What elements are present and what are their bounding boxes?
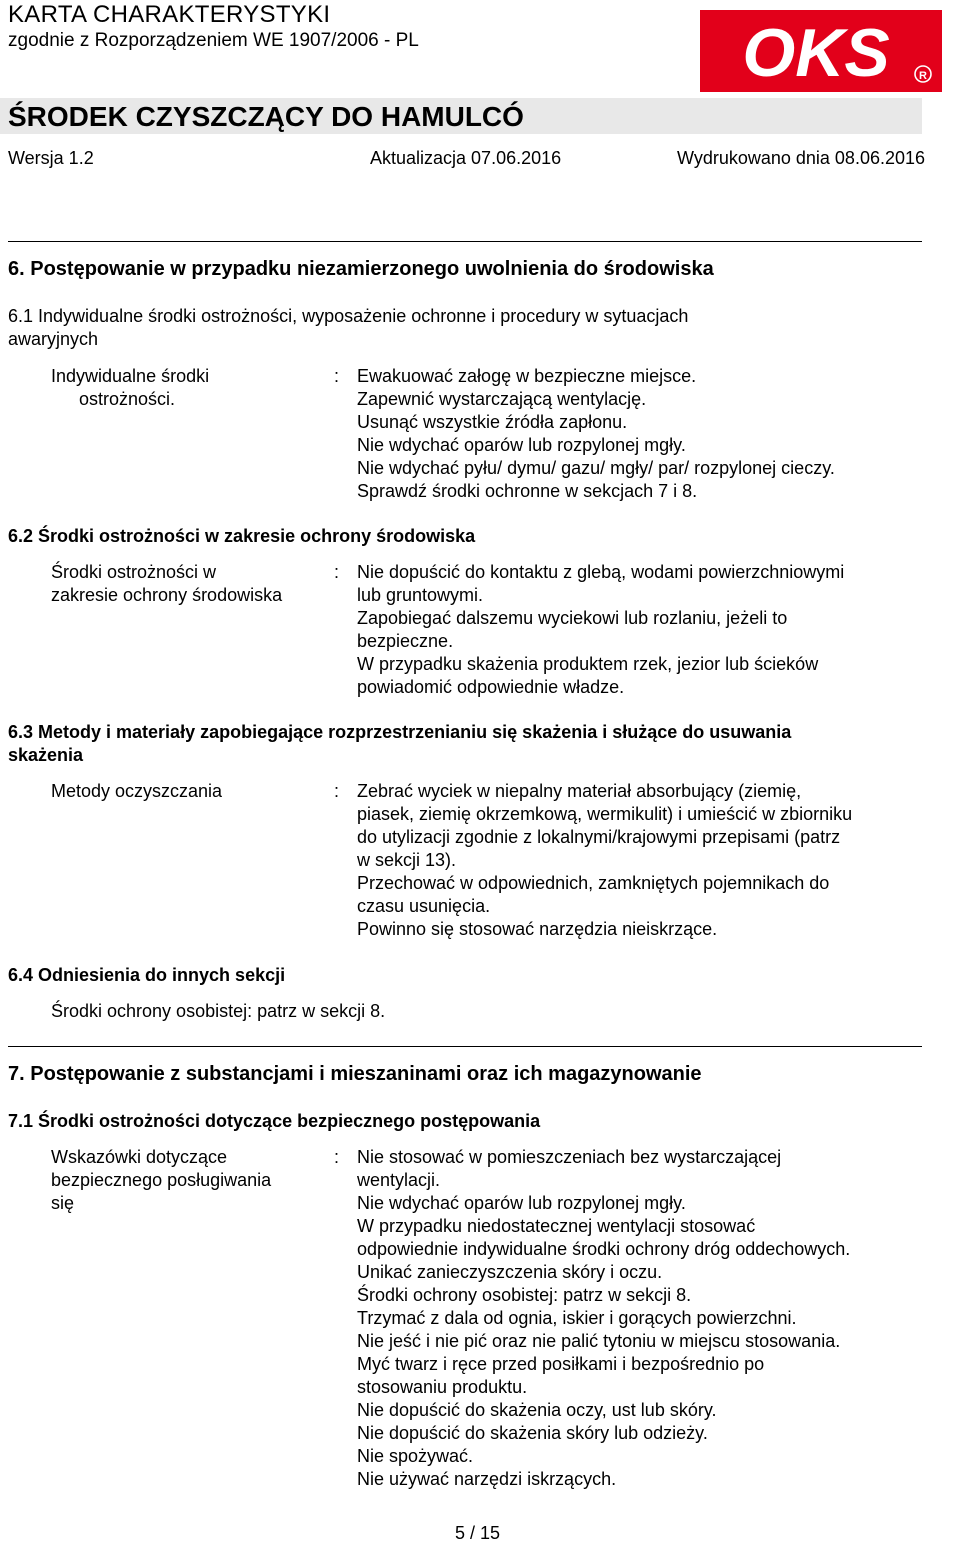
cross-reference-text: Środki ochrony osobistej: patrz w sekcji 8. <box>51 1001 386 1021</box>
logo-text: OKS <box>742 15 890 91</box>
field-value-personal-precautions <box>357 365 917 503</box>
oks-logo <box>700 10 942 92</box>
value-line: Unikać zanieczyszczenia skóry i oczu. <box>357 1262 663 1282</box>
value-line: lub gruntowymi. <box>357 585 484 605</box>
regulation-subtitle: zgodnie z Rozporządzeniem WE 1907/2006 - PL <box>8 30 419 51</box>
section-6-title: 6. Postępowanie w przypadku niezamierzonego uwolnienia do środowiska <box>8 258 714 280</box>
value-line: powiadomić odpowiednie władze. <box>357 677 625 697</box>
value-line: Nie jeść i nie pić oraz nie palić tytoniu w miejscu stosowania. <box>357 1331 841 1351</box>
field-colon: : <box>334 781 340 801</box>
value-line: Powinno się stosować narzędzia nieiskrzące. <box>357 919 718 939</box>
value-line: Myć twarz i ręce przed posiłkami i bezpośrednio po <box>357 1354 765 1374</box>
subsection-7-1-title: 7.1 Środki ostrożności dotyczące bezpiecznego postępowania <box>8 1111 541 1131</box>
product-name: ŚRODEK CZYSZCZĄCY DO HAMULCÓ <box>8 101 524 132</box>
section-divider <box>8 241 922 242</box>
section-7-title: 7. Postępowanie z substancjami i mieszaninami oraz ich magazynowanie <box>8 1063 702 1085</box>
value-line: W przypadku skażenia produktem rzek, jezior lub ścieków <box>357 654 819 674</box>
value-line: do utylizacji zgodnie z lokalnymi/krajowymi przepisami (patrz <box>357 827 841 847</box>
field-label-cleanup-methods: Metody oczyszczania <box>51 781 223 801</box>
field-label-environmental-precautions: Środki ostrożności w zakresie ochrony środowiska <box>51 562 283 605</box>
subsection-6-2-title: 6.2 Środki ostrożności w zakresie ochrony środowiska <box>8 526 476 546</box>
value-line: Środki ochrony osobistej: patrz w sekcji 8. <box>357 1285 692 1305</box>
value-line: bezpieczne. <box>357 631 454 651</box>
value-line: wentylacji. <box>357 1170 441 1190</box>
field-value-environmental-precautions <box>357 561 917 699</box>
value-line: Usunąć wszystkie źródła zapłonu. <box>357 412 628 432</box>
value-line: czasu usunięcia. <box>357 896 491 916</box>
subsection-6-1-title: 6.1 Indywidualne środki ostrożności, wyposażenie ochronne i procedury w sytuacjach awaryjnych <box>8 306 689 349</box>
subsection-6-4-title: 6.4 Odniesienia do innych sekcji <box>8 965 286 985</box>
value-line: Nie wdychać oparów lub rozpylonej mgły. <box>357 435 686 455</box>
value-line: Zebrać wyciek w niepalny materiał absorbujący (ziemię, <box>357 781 802 801</box>
value-line: Nie stosować w pomieszczeniach bez wystarczającej <box>357 1147 782 1167</box>
update-date: Aktualizacja 07.06.2016 <box>370 148 562 168</box>
value-line: Przechować w odpowiednich, zamkniętych pojemnikach do <box>357 873 830 893</box>
field-value-cleanup-methods <box>357 780 917 941</box>
value-line: Nie dopuścić do skażenia oczy, ust lub skóry. <box>357 1400 717 1420</box>
value-line: W przypadku niedostatecznej wentylacji stosować <box>357 1216 756 1236</box>
value-line: w sekcji 13). <box>357 850 457 870</box>
version-label: Wersja 1.2 <box>8 148 94 168</box>
document-title: KARTA CHARAKTERYSTYKI <box>8 1 331 28</box>
value-line: piasek, ziemię okrzemkową, wermikulit) i umieścić w zbiorniku <box>357 804 853 824</box>
value-line: Nie wdychać oparów lub rozpylonej mgły. <box>357 1193 686 1213</box>
value-line: Nie dopuścić do skażenia skóry lub odzieży. <box>357 1423 708 1443</box>
value-line: Sprawdź środki ochronne w sekcjach 7 i 8. <box>357 481 698 501</box>
field-label-personal-precautions: Indywidualne środki ostrożności. <box>51 366 210 409</box>
value-line: odpowiednie indywidualne środki ochrony dróg oddechowych. <box>357 1239 851 1259</box>
field-colon: : <box>334 366 340 386</box>
field-value-safe-handling <box>357 1146 917 1491</box>
field-colon: : <box>334 562 340 582</box>
value-line: stosowaniu produktu. <box>357 1377 528 1397</box>
value-line: Nie używać narzędzi iskrzących. <box>357 1469 617 1489</box>
section-divider <box>8 1046 922 1047</box>
value-line: Nie dopuścić do kontaktu z glebą, wodami powierzchniowymi <box>357 562 845 582</box>
value-line: Nie spożywać. <box>357 1446 474 1466</box>
field-colon: : <box>334 1147 340 1167</box>
value-line: Zapewnić wystarczającą wentylację. <box>357 389 647 409</box>
print-date: Wydrukowano dnia 08.06.2016 <box>677 148 926 168</box>
page-number: 5 / 15 <box>455 1523 501 1542</box>
value-line: Ewakuować załogę w bezpieczne miejsce. <box>357 366 697 386</box>
field-label-safe-handling: Wskazówki dotyczące bezpiecznego posługiwania się <box>51 1147 272 1213</box>
subsection-6-3-title: 6.3 Metody i materiały zapobiegające rozprzestrzenianiu się skażenia i służące do usuwania skażenia <box>8 722 792 765</box>
registered-mark-letter: R <box>919 70 927 82</box>
value-line: Zapobiegać dalszemu wyciekowi lub rozlaniu, jeżeli to <box>357 608 788 628</box>
value-line: Trzymać z dala od ognia, iskier i gorących powierzchni. <box>357 1308 797 1328</box>
value-line: Nie wdychać pyłu/ dymu/ gazu/ mgły/ par/ rozpylonej cieczy. <box>357 458 835 478</box>
